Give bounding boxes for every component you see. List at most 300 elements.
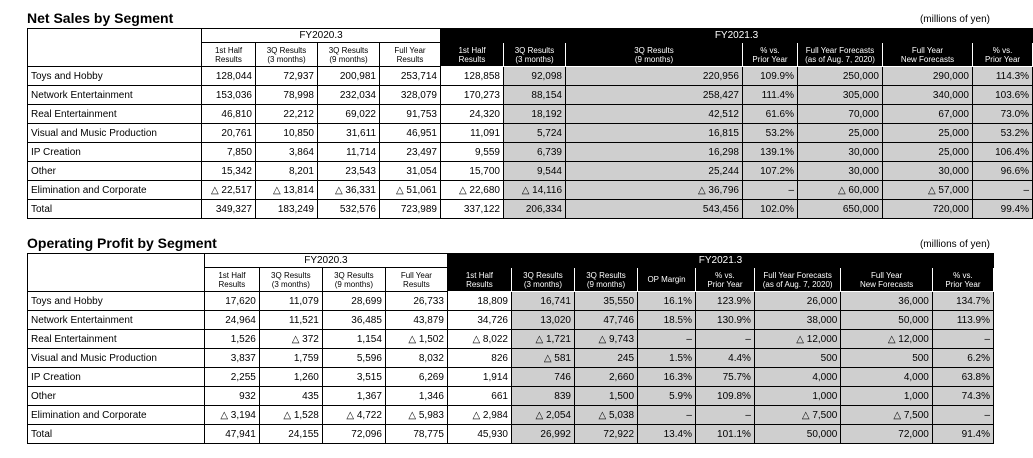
table-cell: 153,036 [202, 86, 256, 105]
table-cell: 258,427 [566, 86, 743, 105]
table-cell: 75.7% [695, 368, 754, 387]
table-cell: 16,298 [566, 143, 743, 162]
table-cell: 18.5% [638, 311, 696, 330]
header-line: 1st Half [214, 45, 243, 55]
table-cell: 16,815 [566, 124, 743, 143]
table-cell: 435 [259, 387, 322, 406]
table-cell: 5.9% [638, 387, 696, 406]
header-line: (3 months) [267, 54, 306, 64]
segment-name: Other [28, 162, 202, 181]
table-cell: 16.3% [638, 368, 696, 387]
table-cell: 1,759 [259, 349, 322, 368]
table-cell: 18,809 [447, 292, 511, 311]
table-row [28, 311, 994, 330]
table-cell: 50,000 [754, 425, 840, 444]
table-cell: △ 5,038 [574, 406, 637, 425]
op-profit-col-header [754, 268, 840, 292]
header-line: (3 months) [515, 54, 554, 64]
table-row [28, 200, 1033, 219]
table-cell: △ 2,054 [511, 406, 574, 425]
table-cell: 103.6% [973, 86, 1033, 105]
table-cell: 5,724 [504, 124, 566, 143]
table-cell: 123.9% [695, 292, 754, 311]
table-cell: 139.1% [743, 143, 798, 162]
net-sales-col-header [380, 43, 441, 67]
header-line: OP Margin [647, 275, 686, 284]
net-sales-unit-label: (millions of yen) [919, 14, 990, 25]
table-cell: 34,726 [447, 311, 511, 330]
op-profit-col-header [695, 268, 754, 292]
table-cell: 43,879 [385, 311, 447, 330]
table-cell: 245 [574, 349, 637, 368]
header-line: New Forecasts [859, 279, 914, 289]
table-row [28, 387, 994, 406]
table-cell: 2,255 [204, 368, 259, 387]
header-line: 3Q Results [266, 45, 307, 55]
table-cell: 23,497 [380, 143, 441, 162]
table-cell: △ 1,721 [511, 330, 574, 349]
segment-name: IP Creation [28, 368, 205, 387]
net-sales-corner [28, 29, 202, 67]
table-cell: 31,611 [318, 124, 380, 143]
net-sales-col-header [441, 43, 504, 67]
table-cell: – [973, 181, 1033, 200]
table-cell: 30,000 [798, 162, 883, 181]
table-cell: 42,512 [566, 105, 743, 124]
table-cell: 6,739 [504, 143, 566, 162]
table-cell: 1,914 [447, 368, 511, 387]
table-cell: 24,155 [259, 425, 322, 444]
table-cell: 128,044 [202, 67, 256, 86]
table-cell: 96.6% [973, 162, 1033, 181]
table-cell: – [932, 330, 993, 349]
table-cell: 183,249 [256, 200, 318, 219]
segment-name: Total [28, 200, 202, 219]
table-cell: △ 581 [511, 349, 574, 368]
header-line: (9 months) [334, 279, 373, 289]
table-cell: △ 12,000 [841, 330, 933, 349]
table-cell: 220,956 [566, 67, 743, 86]
table-cell: 72,922 [574, 425, 637, 444]
table-cell: 70,000 [798, 105, 883, 124]
table-cell: 500 [841, 349, 933, 368]
table-cell: 839 [511, 387, 574, 406]
header-line: 1st Half [458, 45, 486, 55]
table-cell: 35,550 [574, 292, 637, 311]
table-cell: 73.0% [973, 105, 1033, 124]
table-cell: 253,714 [380, 67, 441, 86]
table-cell: 25,000 [798, 124, 883, 143]
header-line: Full Year [394, 45, 426, 55]
table-row [28, 292, 994, 311]
table-cell: 92,098 [504, 67, 566, 86]
table-cell: 1,000 [754, 387, 840, 406]
header-line: 1st Half [465, 270, 493, 280]
header-line: 3Q Results [586, 270, 626, 280]
table-cell: 1,367 [322, 387, 385, 406]
table-cell: – [695, 406, 754, 425]
table-cell: 24,964 [204, 311, 259, 330]
table-cell: 11,091 [441, 124, 504, 143]
table-cell: 28,699 [322, 292, 385, 311]
header-line: Full Year Forecasts [805, 45, 875, 55]
table-cell: 20,761 [202, 124, 256, 143]
op-profit-col-header [932, 268, 993, 292]
net-sales-section [0, 8, 1030, 215]
segment-name: Real Entertainment [28, 105, 202, 124]
op-profit-col-header [574, 268, 637, 292]
header-line: Prior Year [752, 54, 788, 64]
table-cell: 72,000 [841, 425, 933, 444]
table-cell: – [638, 406, 696, 425]
table-cell: △ 3,194 [204, 406, 259, 425]
table-cell: 826 [447, 349, 511, 368]
net-sales-col-header [798, 43, 883, 67]
table-row [28, 143, 1033, 162]
segment-name: Elimination and Corporate [28, 181, 202, 200]
table-cell: 17,620 [204, 292, 259, 311]
table-cell: 26,000 [754, 292, 840, 311]
segment-name: Toys and Hobby [28, 292, 205, 311]
table-cell: 11,714 [318, 143, 380, 162]
header-line: Results [215, 54, 242, 64]
net-sales-col-header [202, 43, 256, 67]
table-cell: 8,032 [385, 349, 447, 368]
table-cell: 67,000 [883, 105, 973, 124]
table-cell: △ 372 [259, 330, 322, 349]
table-cell: △ 57,000 [883, 181, 973, 200]
table-cell: 113.9% [932, 311, 993, 330]
table-cell: △ 22,517 [202, 181, 256, 200]
table-cell: 69,022 [318, 105, 380, 124]
header-line: (3 months) [271, 279, 310, 289]
op-profit-title-row [0, 233, 1024, 253]
net-sales-fy-prev: FY2020.3 [202, 29, 441, 43]
header-line: Full Year [871, 270, 903, 280]
table-cell: 1.5% [638, 349, 696, 368]
table-cell: △ 5,983 [385, 406, 447, 425]
table-cell: – [638, 330, 696, 349]
op-profit-col-header [511, 268, 574, 292]
table-cell: 99.4% [973, 200, 1033, 219]
table-cell: 932 [204, 387, 259, 406]
net-sales-title-row [0, 8, 1024, 28]
table-cell: 130.9% [695, 311, 754, 330]
table-cell: 532,576 [318, 200, 380, 219]
op-profit-col-header [204, 268, 259, 292]
table-row [28, 105, 1033, 124]
header-line: (3 months) [523, 279, 563, 289]
table-cell: 13.4% [638, 425, 696, 444]
header-line: 3Q Results [514, 45, 555, 55]
header-line: 3Q Results [634, 45, 674, 55]
table-cell: 200,981 [318, 67, 380, 86]
header-line: % vs. [760, 45, 780, 55]
table-cell: 250,000 [798, 67, 883, 86]
table-cell: 53.2% [743, 124, 798, 143]
table-cell: 25,000 [883, 143, 973, 162]
table-cell: 72,096 [322, 425, 385, 444]
net-sales-col-header [883, 43, 973, 67]
table-row [28, 86, 1033, 105]
table-cell: – [743, 181, 798, 200]
net-sales-col-header [504, 43, 566, 67]
table-cell: 9,544 [504, 162, 566, 181]
table-cell: 101.1% [695, 425, 754, 444]
table-cell: 2,660 [574, 368, 637, 387]
table-cell: 61.6% [743, 105, 798, 124]
op-profit-col-header [638, 268, 696, 292]
table-cell: 106.4% [973, 143, 1033, 162]
header-line: 1st Half [218, 270, 246, 280]
table-cell: 111.4% [743, 86, 798, 105]
table-cell: 1,154 [322, 330, 385, 349]
header-line: New Forecasts [900, 54, 955, 64]
table-cell: 47,746 [574, 311, 637, 330]
table-cell: 26,992 [511, 425, 574, 444]
table-cell: 91.4% [932, 425, 993, 444]
table-cell: 8,201 [256, 162, 318, 181]
table-cell: 337,122 [441, 200, 504, 219]
table-cell: 9,559 [441, 143, 504, 162]
table-cell: 128,858 [441, 67, 504, 86]
op-profit-fy-curr: FY2021.3 [447, 254, 993, 268]
table-row [28, 330, 994, 349]
header-line: Results [458, 54, 486, 64]
segment-name: Other [28, 387, 205, 406]
table-cell: 500 [754, 349, 840, 368]
op-profit-col-header [841, 268, 933, 292]
header-line: 3Q Results [523, 270, 563, 280]
table-cell: 661 [447, 387, 511, 406]
table-cell: 3,837 [204, 349, 259, 368]
table-cell: 63.8% [932, 368, 993, 387]
segment-name: Toys and Hobby [28, 67, 202, 86]
table-cell: △ 7,500 [754, 406, 840, 425]
header-line: (as of Aug. 7, 2020) [805, 54, 875, 64]
table-cell: 1,000 [841, 387, 933, 406]
table-cell: 13,020 [511, 311, 574, 330]
header-line: Full Year [911, 45, 944, 55]
table-cell: 4,000 [754, 368, 840, 387]
table-cell: 349,327 [202, 200, 256, 219]
table-cell: 31,054 [380, 162, 441, 181]
header-line: 3Q Results [334, 270, 374, 280]
table-cell: △ 51,061 [380, 181, 441, 200]
table-cell: 25,244 [566, 162, 743, 181]
table-cell: 30,000 [798, 143, 883, 162]
header-line: (as of Aug. 7, 2020) [762, 279, 833, 289]
table-cell: 25,000 [883, 124, 973, 143]
segment-name: IP Creation [28, 143, 202, 162]
net-sales-col-header [743, 43, 798, 67]
table-cell: △ 8,022 [447, 330, 511, 349]
table-cell: 36,485 [322, 311, 385, 330]
table-cell: 206,334 [504, 200, 566, 219]
table-row [28, 181, 1033, 200]
op-profit-corner [28, 254, 205, 292]
table-cell: 1,526 [204, 330, 259, 349]
table-cell: 26,733 [385, 292, 447, 311]
table-cell: 72,937 [256, 67, 318, 86]
table-cell: 109.8% [695, 387, 754, 406]
op-profit-fy-prev: FY2020.3 [204, 254, 447, 268]
table-cell: 10,850 [256, 124, 318, 143]
header-line: Full Year Forecasts [763, 270, 832, 280]
op-profit-table [27, 253, 994, 444]
table-cell: 4,000 [841, 368, 933, 387]
table-cell: – [695, 330, 754, 349]
table-cell: 15,342 [202, 162, 256, 181]
table-cell: 7,850 [202, 143, 256, 162]
segment-name: Network Entertainment [28, 311, 205, 330]
table-cell: 11,521 [259, 311, 322, 330]
table-cell: △ 60,000 [798, 181, 883, 200]
segment-name: Visual and Music Production [28, 349, 205, 368]
table-cell: 170,273 [441, 86, 504, 105]
op-profit-col-header [385, 268, 447, 292]
op-profit-col-header [259, 268, 322, 292]
table-cell: △ 7,500 [841, 406, 933, 425]
table-cell: △ 13,814 [256, 181, 318, 200]
table-row [28, 162, 1033, 181]
segment-name: Visual and Music Production [28, 124, 202, 143]
table-cell: △ 1,528 [259, 406, 322, 425]
header-line: Prior Year [707, 279, 743, 289]
table-cell: 6.2% [932, 349, 993, 368]
table-cell: 24,320 [441, 105, 504, 124]
table-cell: △ 2,984 [447, 406, 511, 425]
header-line: Results [218, 279, 246, 289]
table-row [28, 124, 1033, 143]
header-line: % vs. [992, 45, 1013, 55]
table-cell: 23,543 [318, 162, 380, 181]
table-cell: 88,154 [504, 86, 566, 105]
table-row [28, 67, 1033, 86]
table-cell: 15,700 [441, 162, 504, 181]
table-cell: 11,079 [259, 292, 322, 311]
table-cell: 114.3% [973, 67, 1033, 86]
table-cell: △ 36,331 [318, 181, 380, 200]
op-profit-section [0, 233, 1024, 440]
table-cell: 746 [511, 368, 574, 387]
table-cell: 91,753 [380, 105, 441, 124]
segment-name: Real Entertainment [28, 330, 205, 349]
header-line: Results [466, 279, 493, 289]
table-cell: 305,000 [798, 86, 883, 105]
table-cell: △ 4,722 [322, 406, 385, 425]
header-line: (9 months) [586, 279, 626, 289]
table-cell: 16,741 [511, 292, 574, 311]
table-cell: △ 36,796 [566, 181, 743, 200]
table-cell: 46,951 [380, 124, 441, 143]
table-row [28, 349, 994, 368]
table-cell: 18,192 [504, 105, 566, 124]
net-sales-table [27, 28, 1033, 219]
table-cell: 78,998 [256, 86, 318, 105]
table-cell: 232,034 [318, 86, 380, 105]
header-line: % vs. [715, 270, 735, 280]
table-cell: – [932, 406, 993, 425]
net-sales-col-header [973, 43, 1033, 67]
header-line: 3Q Results [271, 270, 311, 280]
table-cell: 30,000 [883, 162, 973, 181]
header-line: Prior Year [945, 279, 981, 289]
header-line: Full Year [400, 270, 432, 280]
header-line: Results [403, 279, 430, 289]
table-cell: 720,000 [883, 200, 973, 219]
header-line: % vs. [953, 270, 973, 280]
table-cell: 3,864 [256, 143, 318, 162]
net-sales-fy-curr: FY2021.3 [441, 29, 1033, 43]
table-cell: 1,260 [259, 368, 322, 387]
segment-name: Network Entertainment [28, 86, 202, 105]
net-sales-col-header [566, 43, 743, 67]
table-cell: 3,515 [322, 368, 385, 387]
table-cell: 4.4% [695, 349, 754, 368]
table-cell: 47,941 [204, 425, 259, 444]
table-row [28, 368, 994, 387]
table-row [28, 406, 994, 425]
table-cell: 78,775 [385, 425, 447, 444]
segment-name: Elimination and Corporate [28, 406, 205, 425]
table-cell: △ 22,680 [441, 181, 504, 200]
segment-name: Total [28, 425, 205, 444]
table-cell: 36,000 [841, 292, 933, 311]
header-line: Prior Year [984, 54, 1021, 64]
table-cell: 328,079 [380, 86, 441, 105]
header-line: (9 months) [329, 54, 368, 64]
net-sales-col-header [256, 43, 318, 67]
table-cell: 1,346 [385, 387, 447, 406]
table-cell: 6,269 [385, 368, 447, 387]
net-sales-col-header [318, 43, 380, 67]
header-line: Results [396, 54, 424, 64]
table-cell: 50,000 [841, 311, 933, 330]
op-profit-col-header [322, 268, 385, 292]
table-cell: △ 1,502 [385, 330, 447, 349]
table-cell: 723,989 [380, 200, 441, 219]
table-cell: 109.9% [743, 67, 798, 86]
header-line: 3Q Results [328, 45, 369, 55]
header-line: (9 months) [634, 54, 674, 64]
table-cell: 45,930 [447, 425, 511, 444]
table-cell: 38,000 [754, 311, 840, 330]
table-cell: 16.1% [638, 292, 696, 311]
net-sales-title: Net Sales by Segment [27, 10, 174, 26]
table-cell: 543,456 [566, 200, 743, 219]
table-cell: 46,810 [202, 105, 256, 124]
table-cell: 650,000 [798, 200, 883, 219]
table-cell: 107.2% [743, 162, 798, 181]
table-cell: 22,212 [256, 105, 318, 124]
table-cell: △ 14,116 [504, 181, 566, 200]
table-cell: 134.7% [932, 292, 993, 311]
op-profit-title: Operating Profit by Segment [27, 235, 217, 251]
table-cell: △ 12,000 [754, 330, 840, 349]
table-cell: 53.2% [973, 124, 1033, 143]
table-cell: 290,000 [883, 67, 973, 86]
table-cell: 102.0% [743, 200, 798, 219]
op-profit-col-header [447, 268, 511, 292]
table-cell: △ 9,743 [574, 330, 637, 349]
table-cell: 340,000 [883, 86, 973, 105]
op-profit-unit-label: (millions of yen) [919, 239, 990, 250]
table-row [28, 425, 994, 444]
table-cell: 1,500 [574, 387, 637, 406]
table-cell: 74.3% [932, 387, 993, 406]
table-cell: 5,596 [322, 349, 385, 368]
